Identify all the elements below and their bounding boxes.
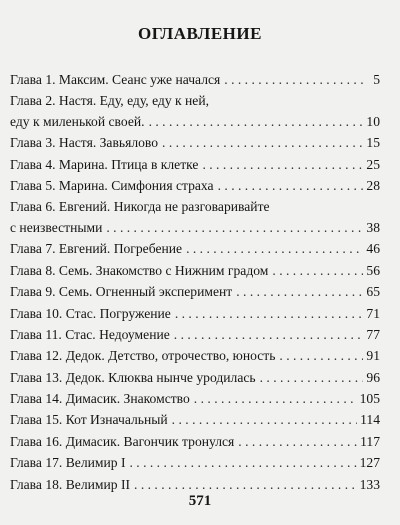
- toc-entry-label: Глава 5. Марина. Симфония страха: [10, 178, 214, 194]
- toc-entry-page: 25: [366, 156, 380, 172]
- toc-entry-page: 117: [360, 433, 380, 449]
- leader-dots: [174, 325, 363, 346]
- toc-entry-page: 77: [366, 326, 380, 342]
- toc-entry-label: Глава 8. Семь. Знакомство с Нижним градом: [10, 262, 269, 278]
- leader-dots: [106, 218, 363, 239]
- toc-entry-page: 46: [366, 241, 380, 257]
- toc-entry: [10, 304, 380, 325]
- toc-entry: [10, 389, 380, 410]
- leader-dots: [149, 112, 363, 133]
- toc-entry: [10, 91, 380, 132]
- toc-entry-label: Глава 14. Димасик. Знакомство: [10, 391, 190, 407]
- table-of-contents: [10, 70, 380, 495]
- leader-dots: [236, 282, 363, 303]
- toc-entry-label: еду к миленькой своей.: [10, 113, 145, 129]
- toc-entry: [10, 432, 380, 453]
- toc-entry: [10, 325, 380, 346]
- leader-dots: [224, 70, 363, 91]
- toc-entry: [10, 368, 380, 389]
- toc-entry-label: Глава 7. Евгений. Погребение: [10, 241, 183, 257]
- toc-entry-page: 56: [366, 262, 380, 278]
- leader-dots: [218, 176, 363, 197]
- toc-entry: [10, 70, 380, 91]
- leader-dots: [279, 346, 363, 367]
- toc-entry-page: 71: [366, 305, 380, 321]
- toc-entry-label: Глава 9. Семь. Огненный эксперимент: [10, 284, 233, 300]
- toc-entry-label: Глава 4. Марина. Птица в клетке: [10, 156, 199, 172]
- toc-entry-label: с неизвестными: [10, 219, 103, 235]
- toc-entry-page: 65: [366, 284, 380, 300]
- toc-entry-label-line1: Глава 2. Настя. Еду, еду, еду к ней,: [10, 93, 210, 109]
- toc-entry: [10, 261, 380, 282]
- toc-entry: [10, 239, 380, 260]
- toc-entry-label: Глава 16. Димасик. Вагончик тронулся: [10, 433, 235, 449]
- toc-entry-page: 114: [360, 412, 380, 428]
- leader-dots: [186, 239, 363, 260]
- toc-entry: [10, 282, 380, 303]
- leader-dots: [194, 389, 357, 410]
- leader-dots: [260, 368, 363, 389]
- toc-entry-page: 28: [366, 178, 380, 194]
- toc-entry: [10, 453, 380, 474]
- toc-entry-label: Глава 18. Велимир II: [10, 476, 131, 492]
- toc-entry-label: Глава 3. Настя. Завьялово: [10, 135, 159, 151]
- toc-entry: [10, 155, 380, 176]
- toc-entry-label: Глава 12. Дедок. Детство, отрочество, юность: [10, 348, 276, 364]
- toc-entry: [10, 133, 380, 154]
- toc-entry-page: 91: [366, 348, 380, 364]
- leader-dots: [129, 453, 356, 474]
- toc-entry-page: 105: [359, 391, 380, 407]
- toc-entry-page: 10: [366, 113, 380, 129]
- toc-entry-page: 96: [366, 369, 380, 385]
- page-number: 571: [188, 493, 212, 509]
- leader-dots: [172, 410, 357, 431]
- toc-entry: [10, 346, 380, 367]
- toc-entry: [10, 176, 380, 197]
- leader-dots: [202, 155, 363, 176]
- toc-entry-page: 133: [359, 476, 380, 492]
- toc-entry-label: Глава 1. Максим. Сеанс уже начался: [10, 72, 221, 87]
- toc-entry-label: Глава 10. Стас. Погружение: [10, 305, 171, 321]
- toc-entry-label: Глава 15. Кот Изначальный: [10, 412, 168, 428]
- toc-entry: [10, 197, 380, 238]
- toc-entry-page: 5: [373, 72, 380, 87]
- leader-dots: [238, 432, 357, 453]
- toc-entry-page: 127: [359, 455, 380, 471]
- page-title: ОГЛАВЛЕНИЕ: [138, 24, 262, 43]
- leader-dots: [272, 261, 363, 282]
- leader-dots: [162, 133, 363, 154]
- toc-entry-label: Глава 13. Дедок. Клюква нынче уродилась: [10, 369, 256, 385]
- toc-entry: [10, 410, 380, 431]
- toc-entry-page: 15: [366, 135, 380, 151]
- toc-entry-label: Глава 17. Велимир I: [10, 455, 126, 471]
- toc-entry-label: Глава 11. Стас. Недоумение: [10, 326, 170, 342]
- leader-dots: [175, 304, 363, 325]
- toc-entry-label-line1: Глава 6. Евгений. Никогда не разговаривайте: [10, 199, 270, 215]
- toc-entry-page: 38: [366, 219, 380, 235]
